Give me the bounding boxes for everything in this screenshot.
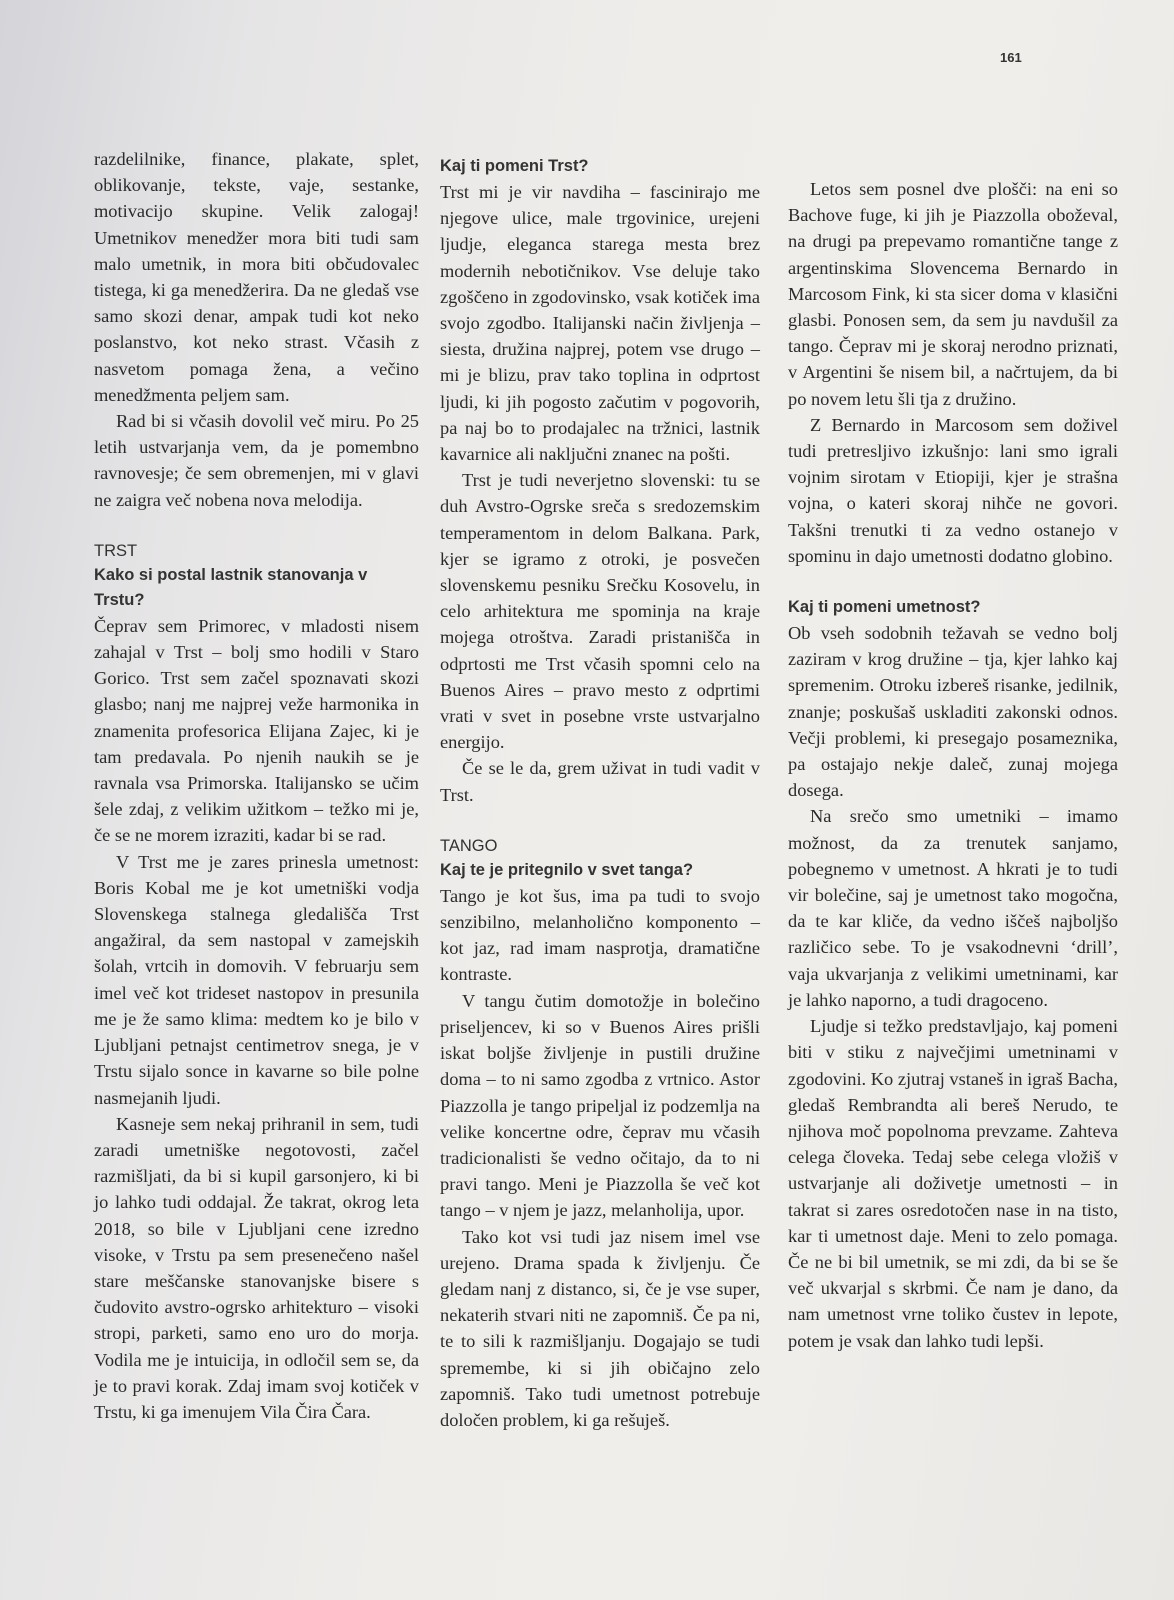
paragraph: razdelilnike, finance, plakate, splet, oblikovanje, tekste, vaje, sestanke, motivacijo skupine. Velik zalogaj! Umetnikov menedžer mora biti tudi sam malo umetnik, in mora biti občudovalec tistega, ki ga menedžerira. Da ne gledaš vse samo skozi denar, ampak tudi kot neko poslanstvo, kot neko strast. Včasih z nasvetom pomaga žena, a večino menedžmenta peljem sam. (94, 149, 419, 405)
paragraph: Kasneje sem nekaj prihranil in sem, tudi zaradi umetniške negotovosti, začel razmišljati, da bi si kupil garsonjero, ki bi jo lahko tudi oddajal. Že takrat, okrog leta 2018, so bile v Ljubljani cene izredno visoke, v Trstu pa sem presenečeno našel stare meščanske stanovanjske bisere s čudovito avstro-ogrsko arhitekturo – visoki stropi, parketi, samo eno uro do morja. Vodila me je intuicija, in odločil sem se, da je to pravi korak. Zdaj imam svoj kotiček v Trstu, ki ga imenujem Vila Čira Čara. (94, 1113, 419, 1422)
paragraph: Tako kot vsi tudi jaz nisem imel vse urejeno. Drama spada k življenju. Če gledam nanj z distanco, si, če je vse super, nekaterih stvari niti ne zapomniš. Če pa ni, te to sili k razmišljanju. Dogajajo se tudi spremembe, ki si jih običajno zelo zapomniš. Tako tudi umetnost potrebuje določen problem, ki ga rešuješ. (440, 1226, 760, 1430)
paragraph: Tango je kot šus, ima pa tudi to svojo senzibilno, melanholično komponento – kot jaz, rad imam nasprotja, dramatične kontraste. (440, 885, 760, 985)
paragraph: Ljudje si težko predstavljajo, kaj pomeni biti v stiku z največjimi umetninami v zgodovini. Ko zjutraj vstaneš in igraš Bacha, gledaš Rembrandta ali bereš Nerudo, te njihova moč popolnoma prevzame. Zahteva celega človeka. Tedaj sebe celega vložiš v ustvarjanje ali doživetje umetnosti – in takrat si zares osredotočen nase in na tisto, kar ti umetnost daje. Meni to zelo pomaga. Če ne bi bil umetnik, se mi zdi, da bi se še več ukvarjal s skrbmi. Če nam je dano, da nam umetnost vrne toliko čustev in lepote, potem je vsak dan lahko tudi lepši. (788, 1016, 1118, 1351)
paragraph: Rad bi si včasih dovolil več miru. Po 25 letih ustvarjanja vem, da je pomembno ravnovesje; če sem obremenjen, mi v glavi ne zaigra več nobena nova melodija. (94, 411, 419, 510)
paragraph: Trst je tudi neverjetno slovenski: tu se duh Avstro-Ogrske sreča s sredozemskim temperamentom in delom Balkana. Park, kjer se igramo z otroki, je posvečen slovenskemu pesniku Srečku Kosovelu, in celo arhitektura me spominja na kraje mojega otroštva. Zaradi pristanišča in odprtosti me Trst včasih spomni celo na Buenos Aires – pravo mesto z odprtimi vrati v svet in posebne vrste ustvarjalno energijo. (440, 470, 760, 753)
paragraph: Čeprav sem Primorec, v mladosti nisem zahajal v Trst – bolj smo hodili v Staro Gorico. Trst sem začel spoznavati skozi glasbo; nanj me najprej veže harmonika in znamenita profesorica Elijana Zajec, ki je tam predavala. Po njenih naukih se je ravnala vsa Primorska. Italijansko se učim šele zdaj, z velikim užitkom – težko mi je, če se ne morem izraziti, kadar bi se rad. (94, 615, 419, 846)
interview-question: Kaj ti pomeni Trst? (440, 157, 589, 175)
interview-question: Kaj ti pomeni umetnost? (788, 598, 981, 617)
paragraph: V tangu čutim domotožje in bolečino priseljencev, ki so v Buenos Aires prišli iskat boljše življenje in pustili družine doma – to ni samo zgodba z vrtnico. Astor Piazzolla je tango pripeljal iz podzemlja na velike koncertne odre, čeprav mu včasih tradicionalisti še vedno očitajo, da to ni pravi tango. Meni je Piazzolla še več kot tango – v njem je jazz, melanholija, upor. (440, 990, 760, 1221)
paragraph: Trst mi je vir navdiha – fascinirajo me njegove ulice, male trgovinice, urejeni ljudje, eleganca starega mesta brez modernih nebotičnikov. Vse deluje tako zgoščeno in zgodovinsko, vsak kotiček ima svojo zgodbo. Italijanski način življenja – siesta, družina najprej, potem vse drugo – mi je blizu, prav tako toplina in odprtost ljudi, ki jih pogosto začutim v pogovorih, pa naj bo to prodajalec na tržnici, lastnik kavarnice ali naključni znanec na pošti. (440, 182, 760, 465)
page-number: 161 (1000, 50, 1022, 65)
interview-question: Kaj te je pritegnilo v svet tanga? (440, 860, 694, 879)
paragraph: V Trst me je zares prinesla umetnost: Boris Kobal me je kot umetniški vodja Slovenskega stalnega gledališča Trst angažiral, da sem nastopal v zamejskih šolah, vrtcih in domovih. V februarju sem imel več kot trideset nastopov in presunila me je že samo klima: medtem ko je bilo v Ljubljani petnajst centimetrov snega, je v Trstu sijalo sonce in kavarne so bile polne nasmejanih ljudi. (94, 851, 419, 1108)
section-heading-trst: TRST (94, 541, 138, 560)
section-heading-tango: TANGO (440, 836, 498, 855)
column-right (788, 146, 1118, 1354)
paragraph: Na srečo smo umetniki – imamo možnost, da za trenutek sanjamo, pobegnemo v umetnost. A hkrati je to tudi vir bolečine, saj je umetnost tako mogočna, da te kar kliče, da vedno iščeš najboljšo različico sebe. To je vsakodnevni ‘drill’, vaja ukvarjanja z velikimi umetninami, kar je lahko naporno, a tudi dragoceno. (788, 806, 1118, 1010)
paragraph: Če se le da, grem uživat in tudi vadit v Trst. (440, 758, 760, 805)
paragraph: Letos sem posnel dve plošči: na eni so Bachove fuge, ki jih je Piazzolla oboževal, na drugi pa prepevamo romantične tange z argentinskima Slovencema Bernardo in Marcosom Fink, ki sta sicer doma v klasični glasbi. Ponosen sem, da sem ju navdušil za tango. Čeprav mi je skoraj nerodno priznati, v Argentini še nisem bil, a načrtujem, da bi po novem letu šli tja z družino. (788, 179, 1118, 409)
paragraph: Ob vseh sodobnih težavah se vedno bolj zaziram v krog družine – tja, kjer lahko kaj spremenim. Otroku izbereš risanke, jedilnik, znanje; poskušaš uskladiti zakonski odnos. Večji problemi, ki presegajo posameznika, pa ostajajo nekje daleč, zunaj mojega dosega. (788, 623, 1118, 801)
column-middle (440, 146, 760, 1433)
paragraph: Z Bernardo in Marcosom sem doživel tudi pretresljivo izkušnjo: lani smo igrali vojnim sirotam v Etiopiji, kjer je strašna vojna, o kateri skoraj nihče ne govori. Takšni trenutki ti za vedno ostanejo v spominu in dajo umetnosti dodatno globino. (788, 414, 1118, 566)
column-left (94, 146, 419, 1425)
interview-question: Kako si postal lastnik stanovanja v Trstu? (94, 565, 368, 609)
